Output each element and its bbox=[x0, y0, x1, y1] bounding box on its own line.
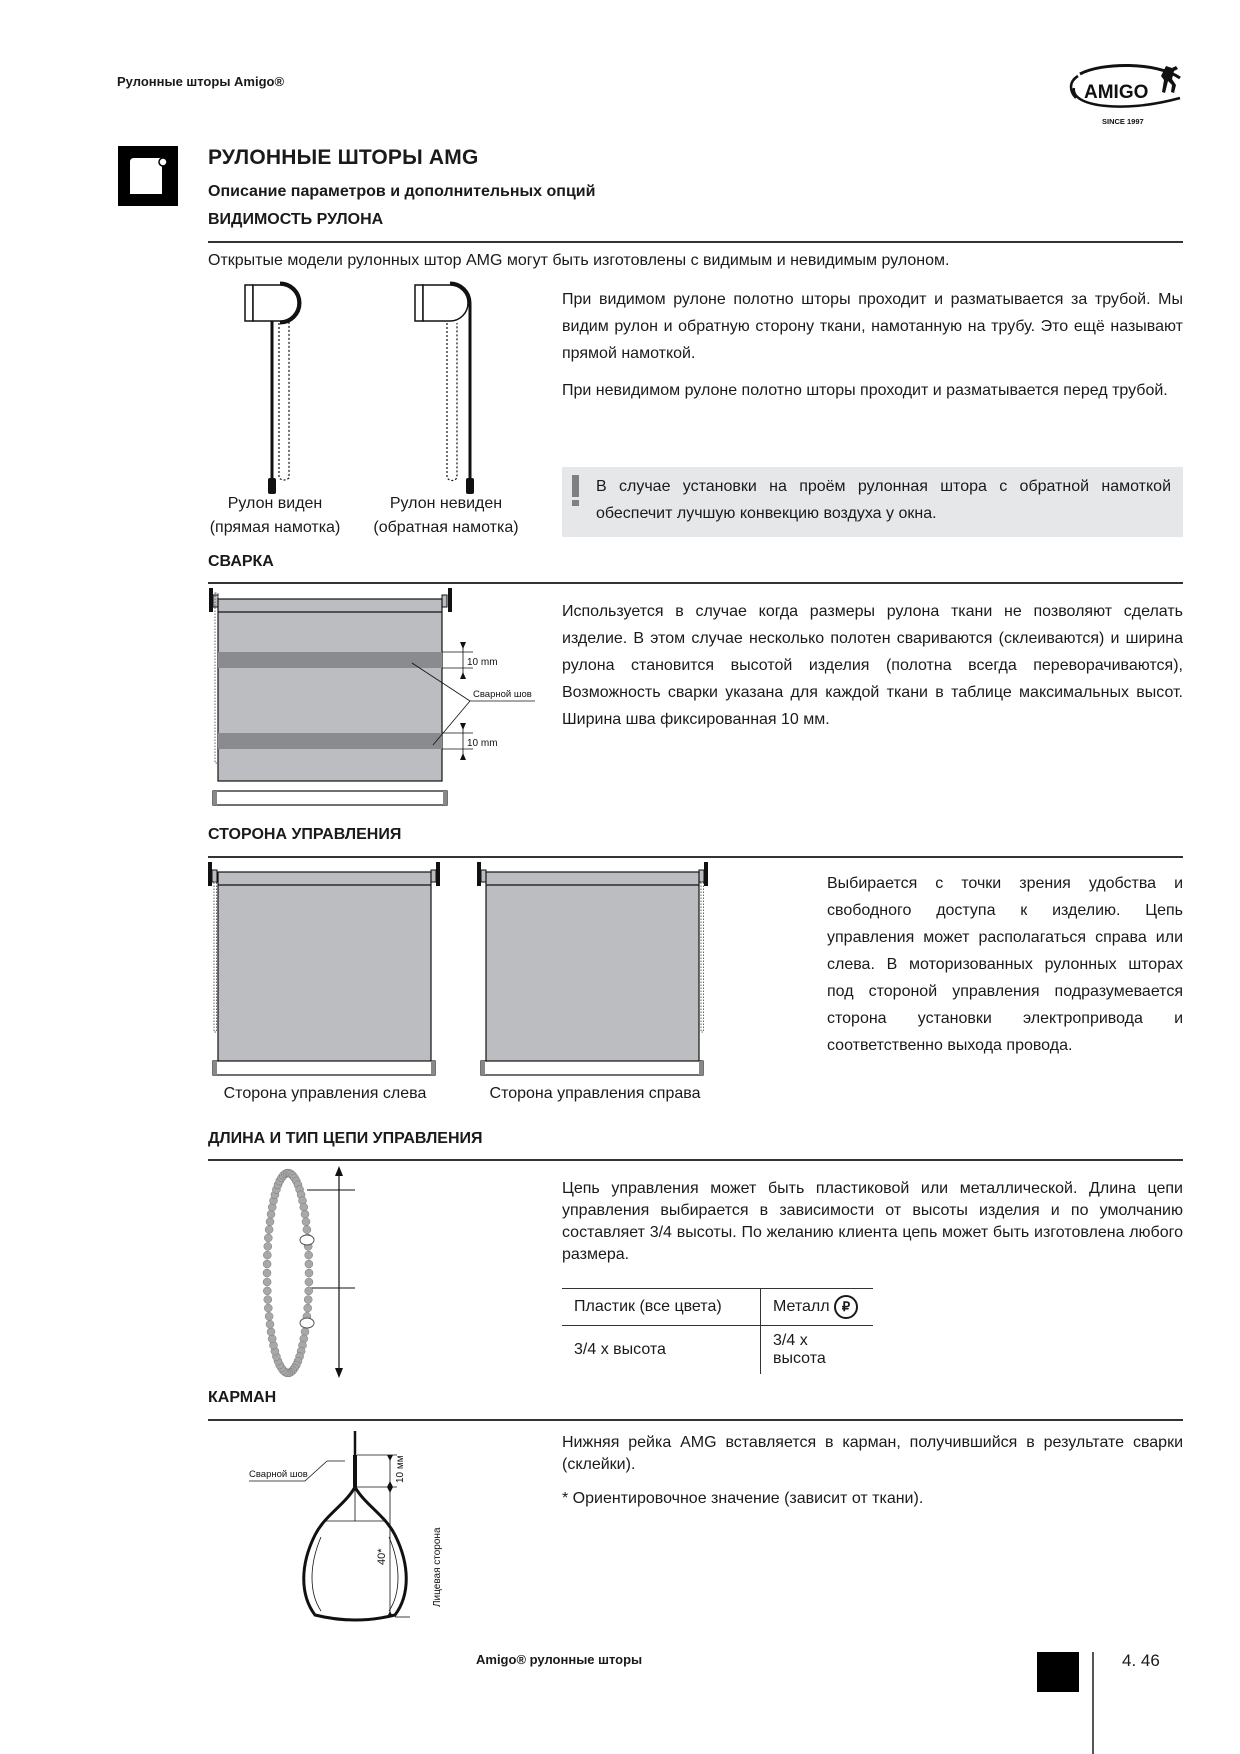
welding-text: Используется в случае когда размеры рулона ткани не позволяют сделать изделие. В этом случае несколько полотен свариваются (склеиваются) и ширина рулона становится высотой изделия (полотна всегда переворачиваются), Возможность сварки указана для каждой ткани в таблице максимальных высот. Ширина шва фиксированная 10 мм. bbox=[562, 603, 1183, 728]
logo-brand-text: AMIGO bbox=[1084, 82, 1149, 103]
figure-pocket bbox=[245, 1425, 465, 1630]
visibility-paragraph-1: При видимом рулоне полотно шторы проходит и разматывается за трубой. Мы видим рулон и обратную сторону ткани, намотанную на трубу. Это ещё называют прямой намоткой. bbox=[562, 291, 1183, 362]
chain-bead bbox=[301, 1328, 309, 1336]
note-text: В случае установки на проём рулонная штора с обратной намоткой обеспечит лучшую конвекцию воздуха у окна. bbox=[596, 478, 1171, 522]
footer-marker bbox=[1037, 1652, 1079, 1692]
chain-bead bbox=[305, 1278, 313, 1286]
chain-bead bbox=[264, 1304, 272, 1312]
table-header-row bbox=[562, 1289, 873, 1326]
chain-bead bbox=[305, 1260, 313, 1268]
caption-line-1: Рулон невиден bbox=[389, 495, 503, 512]
section-divider bbox=[208, 856, 1183, 858]
header-plastic: Пластик (все цвета) bbox=[562, 1289, 761, 1326]
heading-visibility: ВИДИМОСТЬ РУЛОНА bbox=[208, 211, 384, 228]
figure-roll-hidden bbox=[410, 280, 490, 505]
header-metal-label: Металл bbox=[773, 1298, 830, 1316]
chain-bead bbox=[303, 1226, 311, 1234]
chain-bead bbox=[263, 1260, 271, 1268]
footer-text: Amigo® рулонные шторы bbox=[476, 1652, 643, 1667]
pocket-seam-label: Сварной шов bbox=[249, 1469, 308, 1480]
face-side-label: Лицевая сторона bbox=[432, 1527, 443, 1607]
chain-bead bbox=[265, 1226, 273, 1234]
chain-bead bbox=[305, 1287, 313, 1295]
caption-line-2: (прямая намотка) bbox=[209, 519, 341, 536]
chain-bead bbox=[268, 1335, 276, 1343]
chain-bead bbox=[267, 1210, 275, 1218]
chain-bead bbox=[302, 1218, 310, 1226]
exclamation-icon bbox=[572, 475, 579, 497]
caption-line-1: Рулон виден bbox=[227, 495, 323, 512]
chain-bead bbox=[263, 1269, 271, 1277]
chain-bead bbox=[263, 1287, 271, 1295]
figure-control-left bbox=[205, 860, 445, 1085]
amigo-logo bbox=[1062, 58, 1192, 130]
dim-10mm-label: 10 мм bbox=[395, 1455, 406, 1483]
chain-bead bbox=[264, 1234, 272, 1242]
chain-type-table bbox=[562, 1288, 873, 1374]
chain-bead bbox=[305, 1251, 313, 1259]
page-number: 4. 46 bbox=[1122, 1651, 1160, 1670]
figure-control-right bbox=[475, 860, 715, 1085]
running-header: Рулонные шторы Amigo® bbox=[117, 74, 285, 89]
pocket-footnote: * Ориентировочное значение (зависит от ткани). bbox=[562, 1490, 924, 1507]
visibility-intro: Открытые модели рулонных штор AMG могут быть изготовлены с видимым и невидимым рулоном. bbox=[208, 252, 950, 269]
chain-bead bbox=[264, 1242, 272, 1250]
caption-roll-hidden bbox=[366, 492, 526, 540]
header-metal bbox=[761, 1289, 874, 1326]
chain-stopper bbox=[300, 1235, 314, 1245]
pocket-text: Нижняя рейка AMG вставляется в карман, получившийся в результате сварки (склейки). bbox=[562, 1434, 1183, 1473]
control-side-text: Выбирается с точки зрения удобства и свободного доступа к изделию. Цепь управления может располагаться справа или слева. В моторизованных рулонных шторах под стороной управления подразумевается сторона установки электропривода и соответственно выхода провода. bbox=[827, 875, 1183, 1054]
figure-bead-chain bbox=[255, 1160, 375, 1390]
chain-bead bbox=[305, 1269, 313, 1277]
cell-metal-length: 3/4 x высота bbox=[773, 1332, 826, 1367]
dim-40-label: 40* bbox=[376, 1548, 388, 1565]
figure-welded-blind bbox=[205, 585, 545, 815]
chain-stopper bbox=[300, 1318, 314, 1328]
heading-welding: СВАРКА bbox=[208, 553, 274, 570]
table-row bbox=[562, 1326, 873, 1375]
figure-roll-visible bbox=[240, 280, 320, 505]
caption-control-right: Сторона управления справа bbox=[489, 1085, 701, 1102]
caption-control-left: Сторона управления слева bbox=[223, 1085, 427, 1102]
chain-bead bbox=[300, 1203, 308, 1211]
seam-label: Сварной шов bbox=[473, 689, 532, 700]
chain-bead bbox=[265, 1312, 273, 1320]
chain-bead bbox=[263, 1251, 271, 1259]
chain-bead bbox=[264, 1296, 272, 1304]
chain-bead bbox=[267, 1328, 275, 1336]
ruble-icon: ₽ bbox=[834, 1295, 858, 1319]
dim-label-top: 10 mm bbox=[467, 657, 498, 668]
visibility-paragraph-2: При невидимом рулоне полотно шторы проходит и разматывается перед трубой. bbox=[562, 382, 1168, 399]
section-divider bbox=[208, 1419, 1183, 1421]
roller-blind-section-icon bbox=[118, 146, 178, 206]
chain-text: Цепь управления может быть пластиковой или металлической. Длина цепи управления выбирается в зависимости от высоты изделия и по умолчанию составляет 3/4 высоты. По желанию клиента цепь может быть изготовлена любого размера. bbox=[562, 1180, 1183, 1263]
chain-bead bbox=[304, 1296, 312, 1304]
section-divider bbox=[208, 582, 1183, 584]
heading-control-side: СТОРОНА УПРАВЛЕНИЯ bbox=[208, 826, 402, 843]
caption-roll-visible bbox=[200, 492, 350, 540]
logo-tagline: SINCE 1997 bbox=[1102, 117, 1144, 126]
chain-bead bbox=[266, 1218, 274, 1226]
exclamation-icon-dot bbox=[572, 500, 579, 506]
section-divider bbox=[208, 241, 1183, 243]
cell-plastic-length: 3/4 x высота bbox=[562, 1326, 761, 1375]
chain-bead bbox=[266, 1320, 274, 1328]
page-title: РУЛОННЫЕ ШТОРЫ AMG bbox=[208, 146, 479, 169]
heading-pocket: КАРМАН bbox=[208, 1389, 277, 1406]
chain-bead bbox=[263, 1278, 271, 1286]
footer-divider bbox=[1092, 1652, 1094, 1754]
heading-chain: ДЛИНА И ТИП ЦЕПИ УПРАВЛЕНИЯ bbox=[208, 1130, 483, 1147]
caption-line-2: (обратная намотка) bbox=[373, 519, 519, 536]
page-subtitle: Описание параметров и дополнительных опций bbox=[208, 183, 596, 200]
chain-bead bbox=[301, 1210, 309, 1218]
chain-bead bbox=[304, 1304, 312, 1312]
dim-label-bottom: 10 mm bbox=[467, 738, 498, 749]
